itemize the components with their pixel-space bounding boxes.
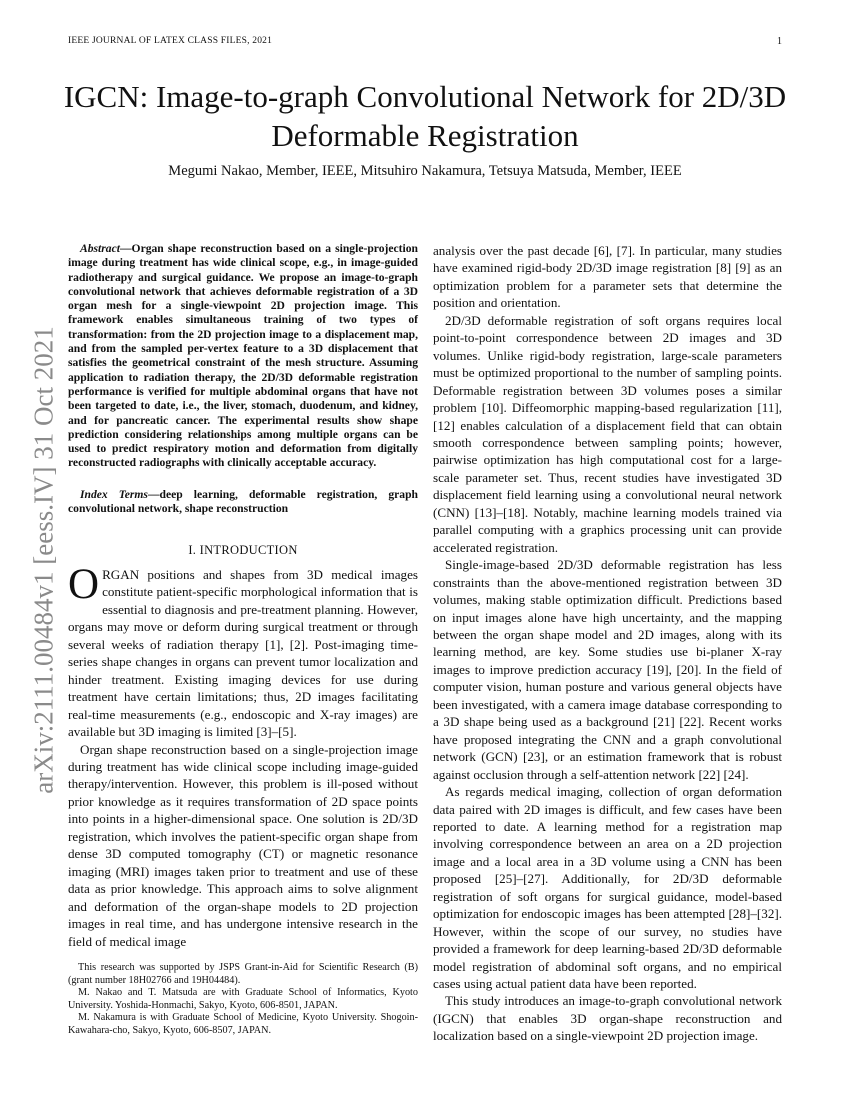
body-paragraph: This study introduces an image-to-graph convolutional network (IGCN) that enables 3D organ-shape reconstruction and localization based on a single-viewpoint 2D projection image. (433, 993, 782, 1044)
running-header: IEEE JOURNAL OF LATEX CLASS FILES, 2021 (68, 36, 273, 46)
paper-title: IGCN: Image-to-graph Convolutional Network for 2D/3D Deformable Registration (63, 79, 787, 153)
author-line: Megumi Nakao, Member, IEEE, Mitsuhiro Nakamura, Tetsuya Matsuda, Member, IEEE (168, 163, 682, 179)
index-terms (68, 488, 418, 517)
introduction-left (68, 561, 418, 950)
abstract (68, 242, 418, 471)
page-number: 1 (777, 36, 782, 47)
intro-paragraph: RGAN positions and shapes from 3D medical images constitute patient-specific morphological information that is essential to diagnosis and pre-treatment planning. However, organs may move or deform during surgical treatment or through several weeks of radiation therapy [1], [2]. Post-imaging time-series shape changes in organs can prevent tumor localization and hinder treatment. Existing imaging devices for use during treatment have certain limitations; thus, 2D images facilitating real-time measurements (e.g., endoscopic and X-ray images) are available but 3D imaging is limited [3]–[5]. (68, 567, 418, 740)
body-paragraph: analysis over the past decade [6], [7]. In particular, many studies have examined rigid-body 2D/3D image registration [8] [9] as an optimization problem for a parameter sets that determine the position and orientation. (433, 243, 782, 311)
footnote: This research was supported by JSPS Grant-in-Aid for Scientific Research (B) (grant number 18H02766 and 19H04484). (68, 962, 418, 986)
body-paragraph: As regards medical imaging, collection of organ deformation data paired with 2D images is difficult, and few cases have been reported to date. A learning method for a registration map involving correspondence between an area on a 2D projection image and a local area in a 3D volume using a CNN has been proposed [25]–[27]. Additionally, for 2D/3D deformable registration of soft organs for surgical guidance, model-based optimization for endoscopic images has been attempted [28]–[32]. However, within the scope of our survey, no studies have provided a framework for deep learning-based 2D/3D deformable model registration of abdominal soft organs, and no empirical cases using actual patient data have been reported. (433, 784, 782, 992)
footnote: M. Nakamura is with Graduate School of Medicine, Kyoto University. Shogoin-Kawahara-cho, Sakyo, Kyoto, 606-8507, JAPAN. (68, 1012, 418, 1036)
drop-cap: O (68, 561, 100, 608)
intro-paragraph: Organ shape reconstruction based on a single-projection image during treatment has wide clinical scope including image-guided therapy/intervention. However, this problem is ill-posed without prior knowledge as it requires transformation of 2D space points into points in a higher-dimensional space. One solution is 2D/3D registration, which involves the patient-specific organ shape from dense 3D computed tomography (CT) or magnetic resonance imaging (MRI) images taken prior to treatment and use of these data as prior knowledge. This approach aims to solve alignment and deformation of the organ-shape models to 2D projection images in real time, and has undergone intensive research in the field of medical image (68, 741, 418, 949)
section-heading: I. INTRODUCTION (188, 543, 298, 557)
abstract-label: Abstract (80, 242, 120, 255)
abstract-text: —Organ shape reconstruction based on a single-projection image during treatment has wide clinical scope, e.g., in image-guided radiotherapy and surgical guidance. We propose an image-to-graph convolutional network that achieves deformable registration of a 3D organ mesh for a single-viewpoint 2D projection image. This framework enables simultaneous training of two types of transformation: from the 2D projection image to a displacement map, and from the sampled per-vertex feature to a 3D displacement that satisfies the geometrical constraint of the mesh structure. Assuming application to radiation therapy, the 2D/3D deformable registration performance is verified for multiple abdominal organs that have not been targeted to date, i.e., the liver, stomach, duodenum, and kidney, and for pancreatic cancer. The experimental results show shape prediction considering relationships among multiple organs can be used to predict respiratory motion and deformation from digitally reconstructed radiographs with clinically acceptable accuracy. (68, 242, 418, 470)
body-paragraph: 2D/3D deformable registration of soft organs requires local point-to-point correspondence between 2D images and 3D volumes. Unlike rigid-body registration, large-scale parameters must be optimized proportional to the number of sampling points. Deformable registration between 3D volumes poses a similar problem [10]. Diffeomorphic mapping-based regularization [11], [12] enables calculation of a displacement field that can obtain smooth correspondence between sampling points; however, pairwise optimization has high computational cost for a large-scale parameter set. Thus, recent studies have investigated 3D displacement field learning using a convolutional neural network (CNN) [13]–[18]. Notably, machine learning models trained via parallel computing with a graphics processing unit can provide accelerated registration. (433, 312, 782, 555)
right-column (433, 242, 782, 1045)
footnote: M. Nakao and T. Matsuda are with Graduate School of Informatics, Kyoto University. Yoshida-Honmachi, Sakyo, Kyoto, 606-8501, JAPAN. (68, 987, 418, 1011)
body-paragraph: Single-image-based 2D/3D deformable registration has less constraints than the above-mentioned registration between 3D volumes, making stable optimization difficult. Predictions based on input images alone have high uncertainty, and the mapping between the organ shape model and 2D images, along with its learning method, are key. Some studies use bi-planer X-ray images to improve prediction accuracy [19], [20]. In the field of computer vision, human posture and various general objects have been investigated, with a camera image database corresponding to a 3D shape being used as a background [21] [22]. Recent works have proposed integrating the CNN and a graph convolutional network (GCN) [23], or an estimation framework that is robust against occlusion through a self-attention network [22] [24]. (433, 557, 782, 782)
arxiv-stamp[interactable]: arXiv:2111.00484v1 [eess.IV] 31 Oct 2021 (28, 326, 59, 794)
index-terms-label: Index Terms (80, 488, 148, 501)
footnotes (68, 962, 418, 1038)
index-terms-text: —deep learning, deformable registration, graph convolutional network, shape reconstruction (68, 488, 418, 516)
